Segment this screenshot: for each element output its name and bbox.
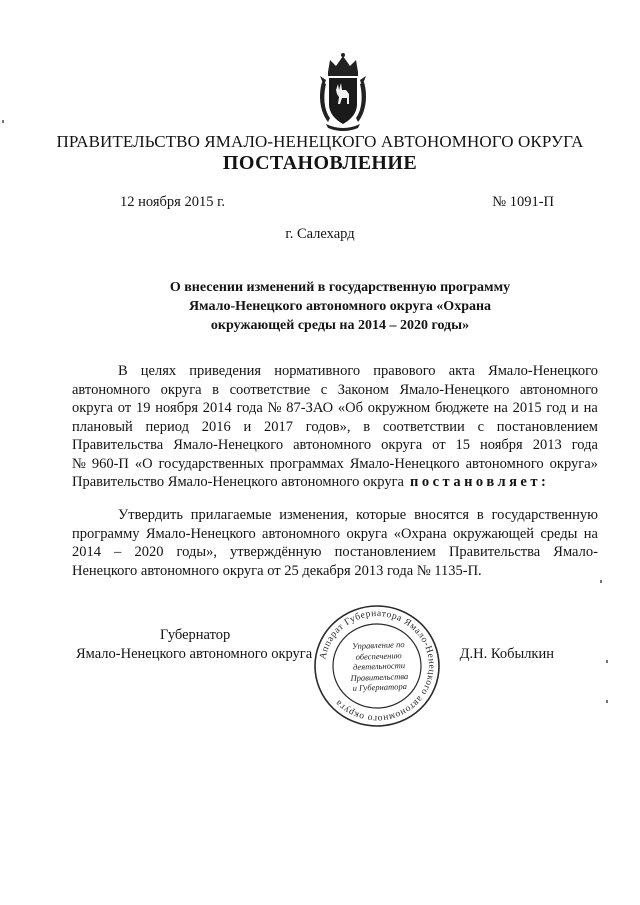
text-line (72, 506, 598, 525)
word: утверждённую (230, 544, 322, 560)
word: года (571, 437, 598, 453)
word: программу (72, 525, 140, 542)
text-line (72, 543, 598, 562)
government-title: ПРАВИТЕЛЬСТВО ЯМАЛО-НЕНЕЦКОГО АВТОНОМНОГО ОКРУГА (56, 132, 584, 151)
word: годы», (176, 544, 217, 560)
paragraph-resolution (72, 506, 598, 580)
word: 2017 (263, 418, 293, 435)
text-line (72, 399, 598, 418)
stamp-line: Управление по (351, 639, 405, 651)
stamp-line: обеспечению (355, 649, 402, 662)
word: целях (140, 363, 177, 379)
scan-speck (2, 120, 4, 123)
word: прилагаемые (190, 507, 272, 523)
word: Ямало- (553, 544, 598, 560)
signatory-organization: Ямало-Ненецкого автономного округа (76, 646, 313, 662)
text-line (72, 418, 598, 437)
text-line (72, 455, 598, 474)
word: 2016 (201, 418, 231, 435)
word: Ямало-Ненецкого (488, 363, 598, 379)
word: 87-ЗАО (286, 400, 334, 416)
word: в (363, 418, 371, 435)
word: 2015 (512, 400, 542, 416)
word: и (571, 400, 579, 416)
text-line-final (72, 473, 598, 492)
text-line (72, 436, 598, 455)
word: округа (72, 400, 113, 416)
scan-speck (606, 660, 608, 663)
word: Правительства (448, 544, 541, 560)
subject-line: О внесении изменений в государственную программу (169, 280, 511, 295)
word: с (320, 381, 328, 398)
word: Утвердить (118, 507, 183, 523)
stamp-inner-text (347, 639, 411, 694)
document-subject (130, 278, 550, 335)
word: автономного (519, 381, 598, 398)
word: автономного (72, 381, 151, 398)
word: 2013 (532, 437, 562, 453)
word: 960-П (91, 455, 129, 472)
word: годов», (305, 418, 351, 435)
word: окружающей (452, 525, 535, 542)
word: ноября (155, 400, 198, 416)
word: правового (373, 363, 436, 379)
word: Ямало-Ненецкого (349, 455, 460, 472)
word: 2020 (134, 544, 164, 560)
word: «Охрана (393, 525, 447, 542)
word: года (236, 400, 263, 416)
word: постановлением (334, 544, 436, 560)
text-line (72, 381, 598, 400)
word: от (117, 400, 132, 416)
word: в (212, 381, 220, 398)
word: 2014 (72, 544, 101, 560)
word: соответствии (382, 418, 465, 435)
word: приведения (189, 363, 262, 379)
word: Ямало-Ненецкого (399, 381, 510, 398)
word: округа (160, 381, 202, 398)
subject-line: окружающей среды на 2014 – 2020 годы» (210, 318, 470, 333)
word: плановый (72, 418, 133, 435)
word: период (145, 418, 189, 435)
word: нормативного (274, 363, 361, 379)
document-type: ПОСТАНОВЛЕНИЕ (222, 152, 418, 174)
word: на (583, 400, 598, 416)
word: № (72, 455, 86, 472)
document-date: 12 ноября 2015 г. (120, 194, 226, 210)
scan-speck (600, 580, 602, 583)
scan-speck (606, 700, 608, 703)
signatory-name: Д.Н. Кобылкин (459, 646, 554, 662)
subject-line: Ямало-Ненецкого автономного округа «Охрана (188, 299, 492, 314)
document-city: г. Салехард (285, 226, 355, 242)
signatory-role: Губернатор (160, 627, 231, 643)
word: которые (356, 507, 407, 523)
word: в (476, 507, 484, 523)
word: на (583, 525, 598, 542)
word: 19 (136, 400, 151, 416)
word: ноября (480, 437, 523, 453)
stamp-line: и Губернатора (352, 681, 408, 693)
word: постановлением (496, 418, 598, 435)
word: В (118, 363, 128, 379)
stamp-line: Правительства (350, 670, 409, 683)
word: среды (540, 525, 578, 542)
word: Правительства (72, 437, 164, 453)
word: от (432, 437, 446, 453)
coat-of-arms-icon (316, 52, 370, 132)
paragraph-preamble (72, 362, 598, 492)
word: Законом (337, 381, 389, 398)
text-line (72, 362, 598, 381)
word: вносятся (414, 507, 470, 523)
word: Ямало-Ненецкого (145, 525, 256, 542)
word: соответствие (229, 381, 311, 398)
word: округа (381, 437, 423, 453)
word: округа (346, 525, 388, 542)
word: государственных (158, 455, 264, 472)
document-number: № 1091-П (492, 194, 554, 210)
word: автономного (465, 455, 544, 472)
word: бюджете (434, 400, 489, 416)
stamp-line: деятельности (352, 660, 406, 672)
word: «Об (337, 400, 363, 416)
word: и (243, 418, 252, 435)
text-line: Ненецкого автономного округа от 25 декабря 2013 года № 1135-П. (72, 562, 482, 579)
word: округа» (549, 455, 598, 472)
word: «О (134, 455, 153, 472)
word: на (493, 400, 508, 416)
word: государственную (491, 507, 598, 523)
word: с (477, 418, 484, 435)
word: акта (448, 363, 475, 379)
word: Ямало-Ненецкого (173, 437, 284, 453)
decree-word: постановляет: (409, 474, 550, 490)
word: год (546, 400, 567, 416)
word: окружном (367, 400, 431, 416)
word: автономного (262, 525, 341, 542)
stamp-ring-text: Аппарат Губернатора Ямало-Ненецкого автономного округа (318, 608, 437, 724)
word: № (267, 400, 282, 416)
word: программах (269, 455, 344, 472)
word: – (114, 544, 122, 560)
word: 2014 (202, 400, 232, 416)
word: автономного (293, 437, 372, 453)
text-line (72, 525, 598, 544)
text-line-words: Правительство Ямало-Ненецкого автономного округа (72, 474, 404, 490)
word: 15 (455, 437, 471, 453)
word: изменения, (279, 507, 349, 523)
